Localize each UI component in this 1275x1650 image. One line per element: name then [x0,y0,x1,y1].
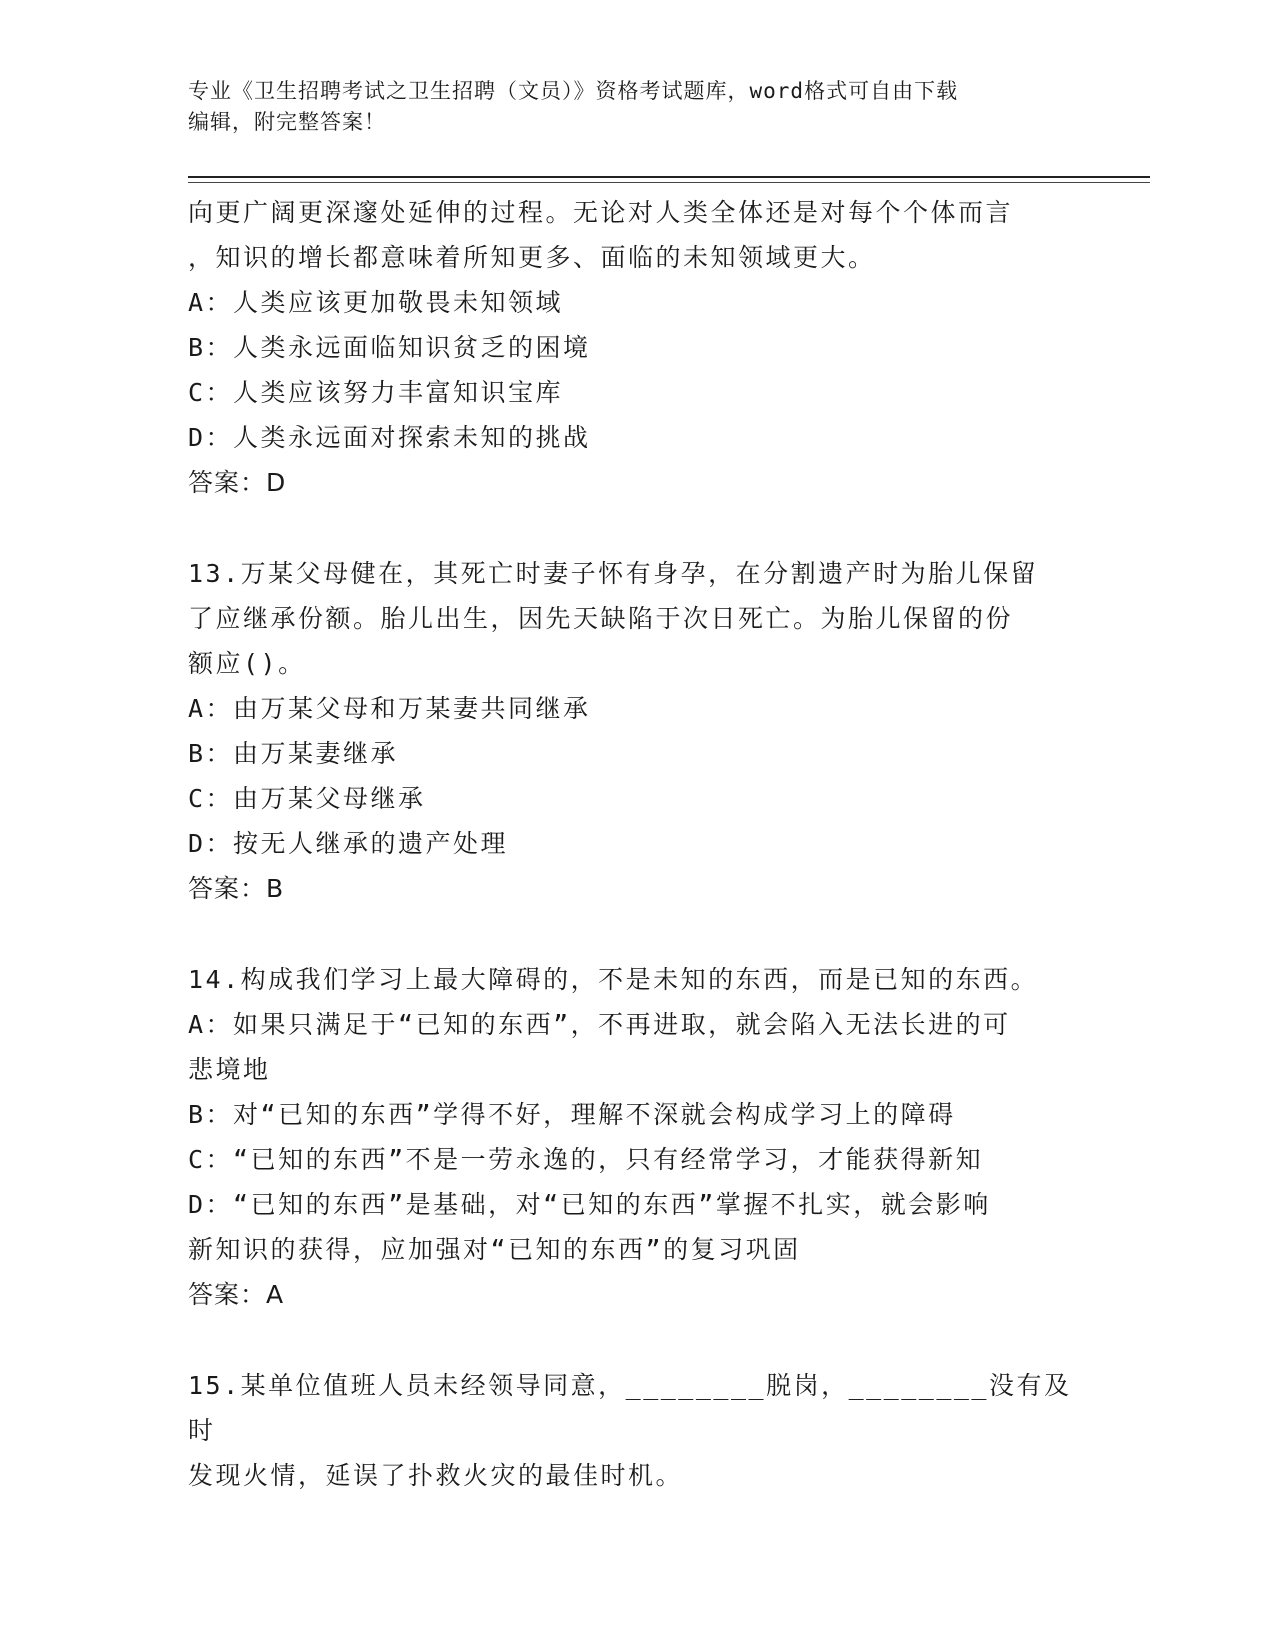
option-a-continued: 悲境地 [188,1055,271,1084]
header-line-2: 编辑，附完整答案！ [188,110,386,134]
document-body [188,190,1088,1498]
option-d-continued: 新知识的获得，应加强对“已知的东西”的复习巩固 [188,1235,801,1264]
document-header [188,76,1088,138]
question-text-line: 发现火情，延误了扑救火灾的最佳时机。 [188,1461,684,1490]
answer-line: 答案：A [188,1280,285,1309]
question-12-continuation [188,190,1088,505]
question-14 [188,957,1088,1317]
header-divider-thin [188,182,1150,183]
option-c: C：由万某父母继承 [188,784,426,813]
question-text-line: 15.某单位值班人员未经领导同意，________脱岗，________没有及时 [188,1371,1072,1445]
option-c: C：“已知的东西”不是一劳永逸的，只有经常学习，才能获得新知 [188,1145,984,1174]
option-d: D：“已知的东西”是基础，对“已知的东西”掌握不扎实，就会影响 [188,1190,991,1219]
question-15 [188,1363,1088,1498]
option-b: B：对“已知的东西”学得不好，理解不深就会构成学习上的障碍 [188,1100,956,1129]
question-text-line: 13.万某父母健在，其死亡时妻子怀有身孕，在分割遗产时为胎儿保留 [188,559,1039,588]
spacer [188,1317,1088,1363]
option-b: B：由万某妻继承 [188,739,399,768]
question-text-line: 额应()。 [188,649,306,678]
answer-line: 答案：B [188,874,285,903]
question-text-line: 向更广阔更深邃处延伸的过程。无论对人类全体还是对每个个体而言 [188,198,1014,227]
answer-line: 答案：D [188,468,287,497]
spacer [188,911,1088,957]
option-d: D：人类永远面对探索未知的挑战 [188,423,591,452]
option-a: A：如果只满足于“已知的东西”，不再进取，就会陷入无法长进的可 [188,1010,1011,1039]
question-13 [188,551,1088,911]
header-divider-thick [188,176,1150,178]
option-b: B：人类永远面临知识贫乏的困境 [188,333,591,362]
option-a: A：由万某父母和万某妻共同继承 [188,694,591,723]
question-text-line: 14.构成我们学习上最大障碍的，不是未知的东西，而是已知的东西。 [188,965,1039,994]
question-text-line: 了应继承份额。胎儿出生，因先天缺陷于次日死亡。为胎儿保留的份 [188,604,1014,633]
header-line-1: 专业《卫生招聘考试之卫生招聘（文员）》资格考试题库，word格式可自由下载 [188,79,959,103]
option-a: A：人类应该更加敬畏未知领域 [188,288,564,317]
option-c: C：人类应该努力丰富知识宝库 [188,378,564,407]
option-d: D：按无人继承的遗产处理 [188,829,509,858]
question-text-line: ，知识的增长都意味着所知更多、面临的未知领域更大。 [188,243,876,272]
spacer [188,505,1088,551]
